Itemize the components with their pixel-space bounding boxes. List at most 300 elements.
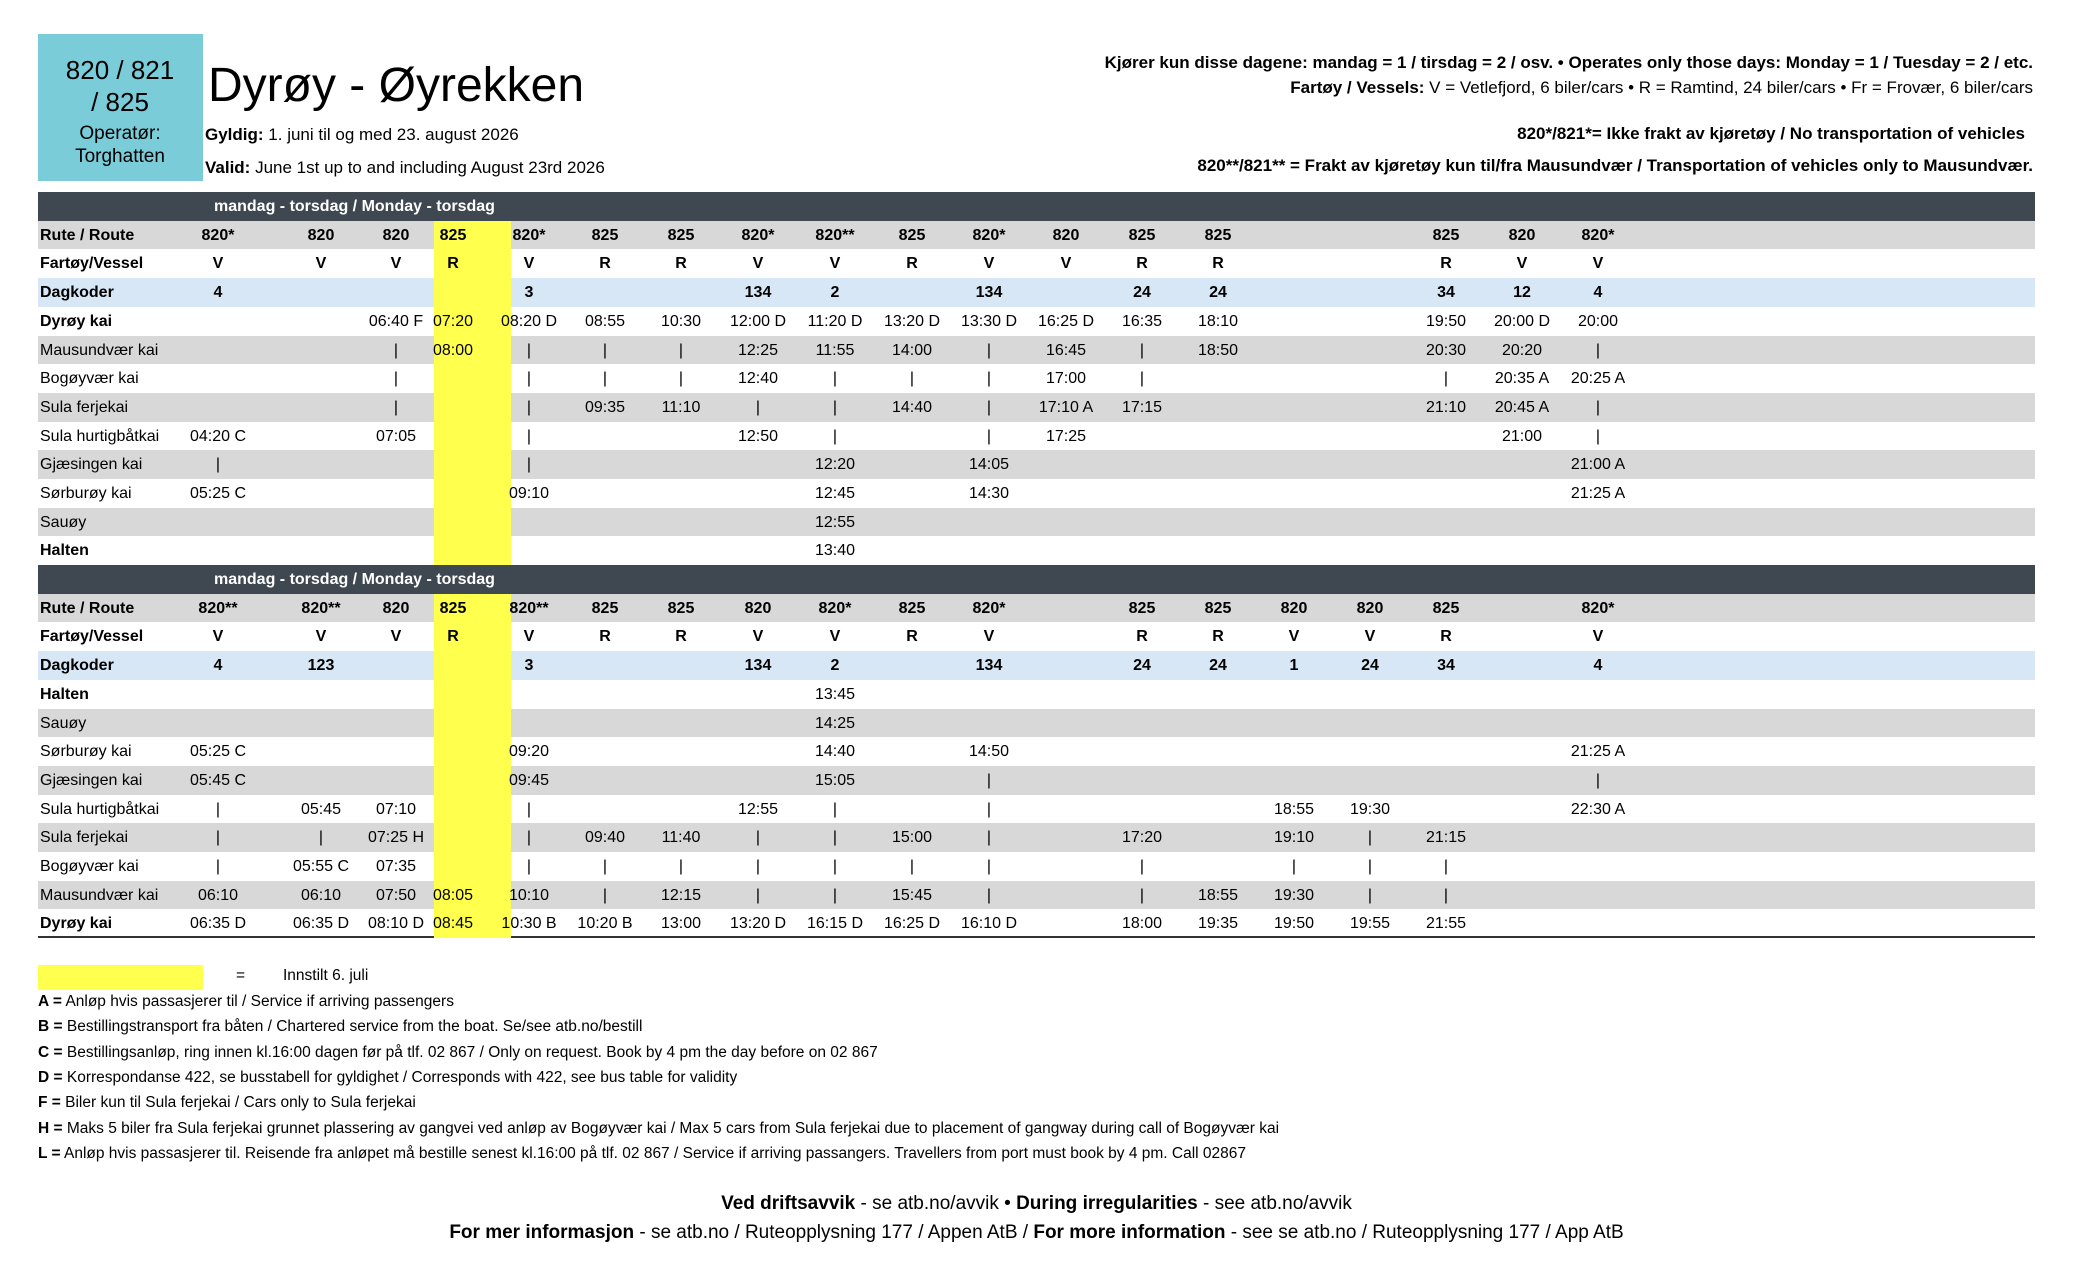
time-cell: | xyxy=(832,427,838,445)
header-cell: 34 xyxy=(1437,657,1455,675)
table-row xyxy=(38,680,2035,709)
table-row xyxy=(38,393,2035,422)
time-cell: 08:45 xyxy=(432,915,474,933)
header-cell: 34 xyxy=(1437,284,1455,302)
time-cell: | xyxy=(1291,858,1297,875)
header-cell: 24 xyxy=(1209,284,1227,302)
legend-item xyxy=(38,1120,1279,1138)
validity-en-label: Valid: xyxy=(205,158,251,177)
legend-key: L = xyxy=(38,1144,61,1162)
legend-item xyxy=(38,1018,642,1036)
time-cell: 16:15 D xyxy=(806,915,864,933)
header-cell: 820 xyxy=(382,599,410,617)
time-cell: | xyxy=(393,341,399,359)
header-cell: 2 xyxy=(830,657,840,675)
legend-item xyxy=(38,1069,737,1087)
header-cell: 825 xyxy=(1432,599,1460,617)
header-cell: 4 xyxy=(213,657,223,675)
time-cell: 14:40 xyxy=(891,398,933,416)
time-cell: | xyxy=(832,800,838,818)
header-cell: 134 xyxy=(975,657,1003,675)
time-cell: 18:50 xyxy=(1197,341,1239,359)
note-double-star: 820**/821** = Frakt av kjøretøy kun til/fra Mausundvær / Transportation of vehicles only to Mausundvær. xyxy=(1197,156,2033,175)
time-cell: 21:10 xyxy=(1425,398,1467,416)
legend-item xyxy=(38,1044,878,1062)
header-cell: 1 xyxy=(1289,657,1299,675)
row-label-sau-y: Sauøy xyxy=(40,513,87,531)
table-row xyxy=(38,450,2035,479)
header-cell: 820** xyxy=(509,599,549,617)
vessels-text: V = Vetlefjord, 6 biler/cars • R = Ramtind, 24 biler/cars • Fr = Frovær, 6 biler/cars xyxy=(1429,78,2033,97)
time-cell: 15:00 xyxy=(891,829,933,847)
row-label-rute-route: Rute / Route xyxy=(40,226,135,244)
time-cell: 12:00 D xyxy=(729,312,787,330)
time-cell: | xyxy=(526,427,532,445)
header-cell: 825 xyxy=(667,599,695,617)
legend-text: Korrespondanse 422, se busstabell for gyldighet / Corresponds with 422, see bus table for validity xyxy=(66,1068,738,1086)
table-row xyxy=(38,909,2035,938)
time-cell: | xyxy=(526,456,532,474)
time-cell: 10:30 B xyxy=(501,915,557,933)
header-cell: 825 xyxy=(898,599,926,617)
header-cell: 825 xyxy=(1128,226,1156,244)
row-label-sau-y: Sauøy xyxy=(40,714,87,732)
time-cell: 18:55 xyxy=(1197,886,1239,904)
table-row xyxy=(38,709,2035,738)
time-cell: 21:00 A xyxy=(1570,456,1626,474)
header-cell: 825 xyxy=(1204,226,1232,244)
time-cell: | xyxy=(526,398,532,416)
header-cell: 825 xyxy=(667,226,695,244)
header-cell: R xyxy=(447,628,459,646)
time-cell: 19:35 xyxy=(1197,915,1239,933)
time-cell: | xyxy=(602,341,608,359)
header-cell: V xyxy=(1060,255,1072,273)
time-cell: | xyxy=(1139,341,1145,359)
table-row xyxy=(38,422,2035,451)
time-cell: | xyxy=(1139,858,1145,875)
table-row xyxy=(38,278,2035,307)
time-cell: 12:15 xyxy=(660,886,702,904)
time-cell: 19:30 xyxy=(1273,886,1315,904)
time-cell: 21:15 xyxy=(1425,829,1467,847)
header-cell: 820 xyxy=(744,599,772,617)
header-cell: 820 xyxy=(1280,599,1308,617)
time-cell: 05:25 C xyxy=(189,743,247,761)
time-cell: | xyxy=(986,370,992,388)
footer-information xyxy=(0,1222,2073,1244)
time-cell: | xyxy=(755,829,761,847)
time-cell: 21:55 xyxy=(1425,915,1467,933)
table-row xyxy=(38,881,2035,910)
footer-t4: - see se atb.no / Ruteopplysning 177 / App AtB xyxy=(1225,1222,1624,1243)
time-cell: 20:00 xyxy=(1577,312,1619,330)
time-cell: 12:25 xyxy=(737,341,779,359)
table-row xyxy=(38,336,2035,365)
note-single-star: 820*/821*= Ikke frakt av kjøretøy / No transportation of vehicles xyxy=(1517,124,2025,143)
time-cell: 20:30 xyxy=(1425,341,1467,359)
time-cell: 20:45 A xyxy=(1494,398,1550,416)
time-cell: 09:20 xyxy=(508,743,550,761)
time-cell: 11:55 xyxy=(815,341,855,359)
row-label-sula-ferjekai: Sula ferjekai xyxy=(40,398,129,416)
time-cell: | xyxy=(215,858,221,875)
time-cell: | xyxy=(1443,858,1449,875)
table-row xyxy=(38,364,2035,393)
header-cell: V xyxy=(1288,628,1300,646)
time-cell: | xyxy=(526,370,532,388)
validity-no-text: 1. juni til og med 23. august 2026 xyxy=(268,125,519,144)
time-cell: | xyxy=(1595,398,1601,416)
time-cell: 19:50 xyxy=(1425,312,1467,330)
validity-en xyxy=(205,158,605,178)
time-cell: | xyxy=(526,800,532,818)
time-cell: 09:35 xyxy=(584,398,626,416)
operator-label: Operatør: Torghatten xyxy=(75,123,165,167)
header-cell: 820** xyxy=(198,599,238,617)
time-cell: 14:50 xyxy=(968,743,1010,761)
time-cell: | xyxy=(1595,427,1601,445)
time-cell: 12:20 xyxy=(814,456,856,474)
header-cell: 24 xyxy=(1209,657,1227,675)
time-cell: 14:40 xyxy=(814,743,856,761)
footer-t2: - see atb.no/avvik xyxy=(1197,1193,1352,1214)
days-note: Kjører kun disse dagene: mandag = 1 / tirsdag = 2 / osv. • Operates only those days: Monday = 1 / Tuesday = 2 / etc. xyxy=(1104,53,2033,72)
header-cell: V xyxy=(1592,255,1604,273)
table-row xyxy=(38,594,2035,623)
time-cell: | xyxy=(1367,886,1373,904)
time-cell: | xyxy=(832,858,838,875)
banner-label: mandag - torsdag / Monday - torsdag xyxy=(214,571,495,588)
table-banner xyxy=(38,565,2035,594)
time-cell: | xyxy=(986,427,992,445)
time-cell: 14:05 xyxy=(968,456,1010,474)
time-cell: | xyxy=(215,456,221,474)
time-cell: | xyxy=(986,341,992,359)
legend-item xyxy=(38,993,454,1011)
time-cell: | xyxy=(602,886,608,904)
header-cell: R xyxy=(599,628,611,646)
header-cell: R xyxy=(906,255,918,273)
time-cell: 22:30 A xyxy=(1570,800,1626,818)
time-cell: 20:35 A xyxy=(1494,370,1550,388)
header-cell: 3 xyxy=(524,657,534,675)
legend-key: A = xyxy=(38,993,62,1010)
header-cell: V xyxy=(315,628,327,646)
time-cell: 06:10 xyxy=(197,886,239,904)
footer-t1: - se atb.no/avvik • xyxy=(855,1193,1017,1214)
time-cell: | xyxy=(1595,341,1601,359)
time-cell: | xyxy=(1367,858,1373,875)
header-cell: R xyxy=(675,628,687,646)
table-row xyxy=(38,508,2035,537)
time-cell: | xyxy=(832,370,838,388)
time-cell: | xyxy=(526,829,532,847)
row-label-mausundv-r-kai: Mausundvær kai xyxy=(40,341,159,359)
time-cell: | xyxy=(909,858,915,875)
time-cell: 13:45 xyxy=(814,685,856,703)
row-label-sula-hurtigba-tkai: Sula hurtigbåtkai xyxy=(40,800,160,818)
legend-item xyxy=(38,1145,1246,1163)
time-cell: 14:00 xyxy=(891,341,933,359)
legend-text: Biler kun til Sula ferjekai / Cars only to Sula ferjekai xyxy=(65,1094,416,1112)
header-cell: R xyxy=(906,628,918,646)
legend-key: F = xyxy=(38,1094,61,1112)
header-cell: 820* xyxy=(972,599,1006,617)
page-title: Dyrøy - Øyrekken xyxy=(208,59,585,112)
time-cell: | xyxy=(1443,886,1449,904)
footer-b3: For mer informasjon xyxy=(449,1222,635,1243)
time-cell: | xyxy=(393,398,399,416)
legend-text: Bestillingstransport fra båten / Chartered service from the boat. Se/see atb.no/bestill xyxy=(66,1018,643,1036)
time-cell: 08:55 xyxy=(584,312,626,330)
legend-item xyxy=(38,1094,416,1112)
time-cell: | xyxy=(215,800,221,818)
time-cell: 11:10 xyxy=(661,398,701,416)
table-row xyxy=(38,307,2035,336)
header-cell: 825 xyxy=(591,226,619,244)
header-cell: V xyxy=(752,628,764,646)
header-cell: R xyxy=(1440,628,1452,646)
time-cell: 12:55 xyxy=(814,513,856,531)
row-label-dyr-y-kai: Dyrøy kai xyxy=(40,915,113,933)
header-cell: V xyxy=(390,628,402,646)
cancelled-swatch xyxy=(38,965,203,990)
header-cell: R xyxy=(1136,255,1148,273)
header-cell: 825 xyxy=(898,226,926,244)
banner-label: mandag - torsdag / Monday - torsdag xyxy=(214,198,495,215)
header-cell: V xyxy=(829,255,841,273)
header-cell: V xyxy=(523,628,535,646)
table-row xyxy=(38,823,2035,852)
header-cell: 820 xyxy=(307,226,335,244)
header-cell: 134 xyxy=(744,284,772,302)
time-cell: 06:35 D xyxy=(292,915,350,933)
time-cell: 21:25 A xyxy=(1570,743,1626,761)
time-cell: 19:30 xyxy=(1349,800,1391,818)
header-cell: R xyxy=(1440,255,1452,273)
table-row xyxy=(38,221,2035,250)
time-cell: | xyxy=(602,370,608,388)
time-cell: 09:40 xyxy=(584,829,626,847)
row-label-dyr-y-kai: Dyrøy kai xyxy=(40,312,113,330)
row-label-gj-singen-kai: Gjæsingen kai xyxy=(40,771,143,789)
time-cell: | xyxy=(832,886,838,904)
time-cell: 08:10 D xyxy=(367,915,425,933)
row-label-gj-singen-kai: Gjæsingen kai xyxy=(40,456,143,474)
route-badge xyxy=(38,34,203,181)
time-cell: | xyxy=(393,370,399,388)
header-cell: 2 xyxy=(830,284,840,302)
time-cell: | xyxy=(526,341,532,359)
header-cell: V xyxy=(752,255,764,273)
time-cell: 10:30 xyxy=(660,312,702,330)
header-cell: V xyxy=(983,628,995,646)
footer-b1: Ved driftsavvik xyxy=(721,1193,856,1214)
header-cell: 820* xyxy=(1581,599,1615,617)
row-label-sula-hurtigba-tkai: Sula hurtigbåtkai xyxy=(40,427,160,445)
time-cell: 20:00 D xyxy=(1493,312,1551,330)
row-label-s-rbur-y-kai: Sørburøy kai xyxy=(40,743,132,761)
validity-en-text: June 1st up to and including August 23rd 2026 xyxy=(255,158,605,177)
time-cell: 06:40 F xyxy=(368,312,424,330)
legend-text: Anløp hvis passasjerer til / Service if arriving passengers xyxy=(65,993,454,1010)
header-cell: 825 xyxy=(1204,599,1232,617)
header-cell: 820** xyxy=(815,226,855,244)
route-numbers: 820 / 821 / 825 xyxy=(65,55,175,117)
time-cell: 09:10 xyxy=(508,485,550,502)
header-cell: 820 xyxy=(1356,599,1384,617)
vessels-label: Fartøy / Vessels: xyxy=(1290,78,1425,97)
header-cell: 4 xyxy=(1593,284,1603,302)
time-cell: 06:10 xyxy=(300,886,342,904)
header-cell: 24 xyxy=(1133,657,1151,675)
time-cell: 17:15 xyxy=(1121,398,1163,416)
time-cell: 18:55 xyxy=(1273,800,1315,818)
time-cell: 06:35 D xyxy=(189,915,247,933)
header-cell: V xyxy=(212,255,224,273)
table-row xyxy=(38,479,2035,508)
row-label-fart-y-vessel: Fartøy/Vessel xyxy=(40,628,144,646)
row-label-bog-yv-r-kai: Bogøyvær kai xyxy=(40,858,139,875)
header-cell: R xyxy=(1136,628,1148,646)
time-cell: 19:50 xyxy=(1273,915,1315,933)
time-cell: 21:25 A xyxy=(1570,485,1626,502)
table-row xyxy=(38,737,2035,766)
header-cell: V xyxy=(315,255,327,273)
time-cell: | xyxy=(602,858,608,875)
time-cell: 10:10 xyxy=(508,886,550,904)
time-cell: | xyxy=(1595,771,1601,789)
time-cell: 05:45 C xyxy=(189,771,247,789)
time-cell: 07:05 xyxy=(375,427,417,445)
header-cell: 825 xyxy=(1432,226,1460,244)
time-cell: 16:25 D xyxy=(1037,312,1095,330)
header-cell: R xyxy=(599,255,611,273)
time-cell: | xyxy=(318,829,324,847)
time-cell: | xyxy=(678,858,684,875)
time-cell: 07:25 H xyxy=(367,829,425,847)
time-cell: 08:00 xyxy=(432,341,474,359)
header-cell: 4 xyxy=(1593,657,1603,675)
header-cell: R xyxy=(447,255,459,273)
time-cell: 20:25 A xyxy=(1570,370,1626,388)
header-cell: 24 xyxy=(1133,284,1151,302)
time-cell: 15:45 xyxy=(891,886,933,904)
time-cell: 05:45 xyxy=(300,800,342,818)
header-cell: 820* xyxy=(741,226,775,244)
row-label-sula-ferjekai: Sula ferjekai xyxy=(40,829,129,847)
time-cell: 13:20 D xyxy=(729,915,787,933)
header-cell: 825 xyxy=(439,226,467,244)
header-cell: 820 xyxy=(1508,226,1536,244)
time-cell: 04:20 C xyxy=(189,427,247,445)
time-cell: 13:40 xyxy=(814,542,856,560)
row-label-rute-route: Rute / Route xyxy=(40,599,135,617)
row-label-dagkoder: Dagkoder xyxy=(40,284,114,302)
time-cell: 08:05 xyxy=(432,886,474,904)
time-cell: | xyxy=(526,858,532,875)
time-cell: 19:10 xyxy=(1273,829,1315,847)
header-cell: 820* xyxy=(1581,226,1615,244)
time-cell: 12:55 xyxy=(737,800,779,818)
row-label-halten: Halten xyxy=(40,542,89,560)
header-cell: 4 xyxy=(213,284,223,302)
time-cell: 07:10 xyxy=(375,800,417,818)
swatch-label: Innstilt 6. juli xyxy=(283,967,369,984)
header-cell: 134 xyxy=(744,657,772,675)
row-label-s-rbur-y-kai: Sørburøy kai xyxy=(40,485,132,502)
swatch-equals: = xyxy=(236,967,246,984)
time-cell: | xyxy=(755,886,761,904)
legend-key: C = xyxy=(38,1043,63,1061)
time-cell: 05:55 C xyxy=(292,858,350,875)
time-cell: | xyxy=(986,800,992,818)
time-cell: 21:00 xyxy=(1501,427,1543,445)
time-cell: | xyxy=(832,398,838,416)
time-cell: 17:10 A xyxy=(1038,398,1094,416)
time-cell: 12:40 xyxy=(737,370,779,388)
time-cell: 15:05 xyxy=(814,771,856,789)
header-cell: 820 xyxy=(382,226,410,244)
time-cell: 13:20 D xyxy=(883,312,941,330)
row-label-halten: Halten xyxy=(40,685,89,703)
header-cell: 825 xyxy=(591,599,619,617)
time-cell: 20:20 xyxy=(1501,341,1543,359)
row-label-dagkoder: Dagkoder xyxy=(40,657,114,675)
time-cell: | xyxy=(986,398,992,416)
header-cell: 825 xyxy=(1128,599,1156,617)
table-banner xyxy=(38,192,2035,221)
header-cell: 24 xyxy=(1361,657,1379,675)
time-cell: | xyxy=(755,398,761,416)
time-cell: 05:25 C xyxy=(189,485,247,502)
header-cell: R xyxy=(1212,628,1224,646)
header-cell: 820* xyxy=(972,226,1006,244)
header-cell: 12 xyxy=(1513,284,1531,302)
time-cell: | xyxy=(1367,829,1373,847)
time-cell: | xyxy=(1139,886,1145,904)
header-cell: 820* xyxy=(512,226,546,244)
time-cell: | xyxy=(678,370,684,388)
time-cell: | xyxy=(1139,370,1145,388)
vessels-note xyxy=(1290,78,2033,98)
time-cell: 10:20 B xyxy=(577,915,633,933)
legend-text: Anløp hvis passasjerer til. Reisende fra anløpet må bestille senest kl.16:00 på tlf. 02 867 / Service if arriving passangers. Travellers from port must book by 4 pm. Call 02867 xyxy=(64,1144,1247,1162)
row-label-mausundv-r-kai: Mausundvær kai xyxy=(40,886,159,904)
header-cell: V xyxy=(1364,628,1376,646)
header-cell: V xyxy=(1592,628,1604,646)
legend-text: Bestillingsanløp, ring innen kl.16:00 dagen før på tlf. 02 867 / Only on request. Book by 4 pm the day before on 02 867 xyxy=(66,1043,878,1061)
legend-key: B = xyxy=(38,1018,63,1036)
time-cell: 19:55 xyxy=(1349,915,1391,933)
table-row xyxy=(38,766,2035,795)
time-cell: | xyxy=(1443,370,1449,388)
header-cell: V xyxy=(1516,255,1528,273)
header-cell: V xyxy=(390,255,402,273)
time-cell: 12:45 xyxy=(814,485,856,502)
footer-b2: During irregularities xyxy=(1016,1193,1198,1214)
time-cell: 11:20 D xyxy=(807,312,863,330)
time-cell: | xyxy=(986,858,992,875)
footer-irregularities xyxy=(0,1193,2073,1215)
time-cell: 17:20 xyxy=(1121,829,1163,847)
footer-t3: - se atb.no / Ruteopplysning 177 / Appen AtB / xyxy=(634,1222,1034,1243)
header-cell: 825 xyxy=(439,599,467,617)
time-cell: | xyxy=(832,829,838,847)
header-cell: 134 xyxy=(975,284,1003,302)
header-cell: 820* xyxy=(201,226,235,244)
